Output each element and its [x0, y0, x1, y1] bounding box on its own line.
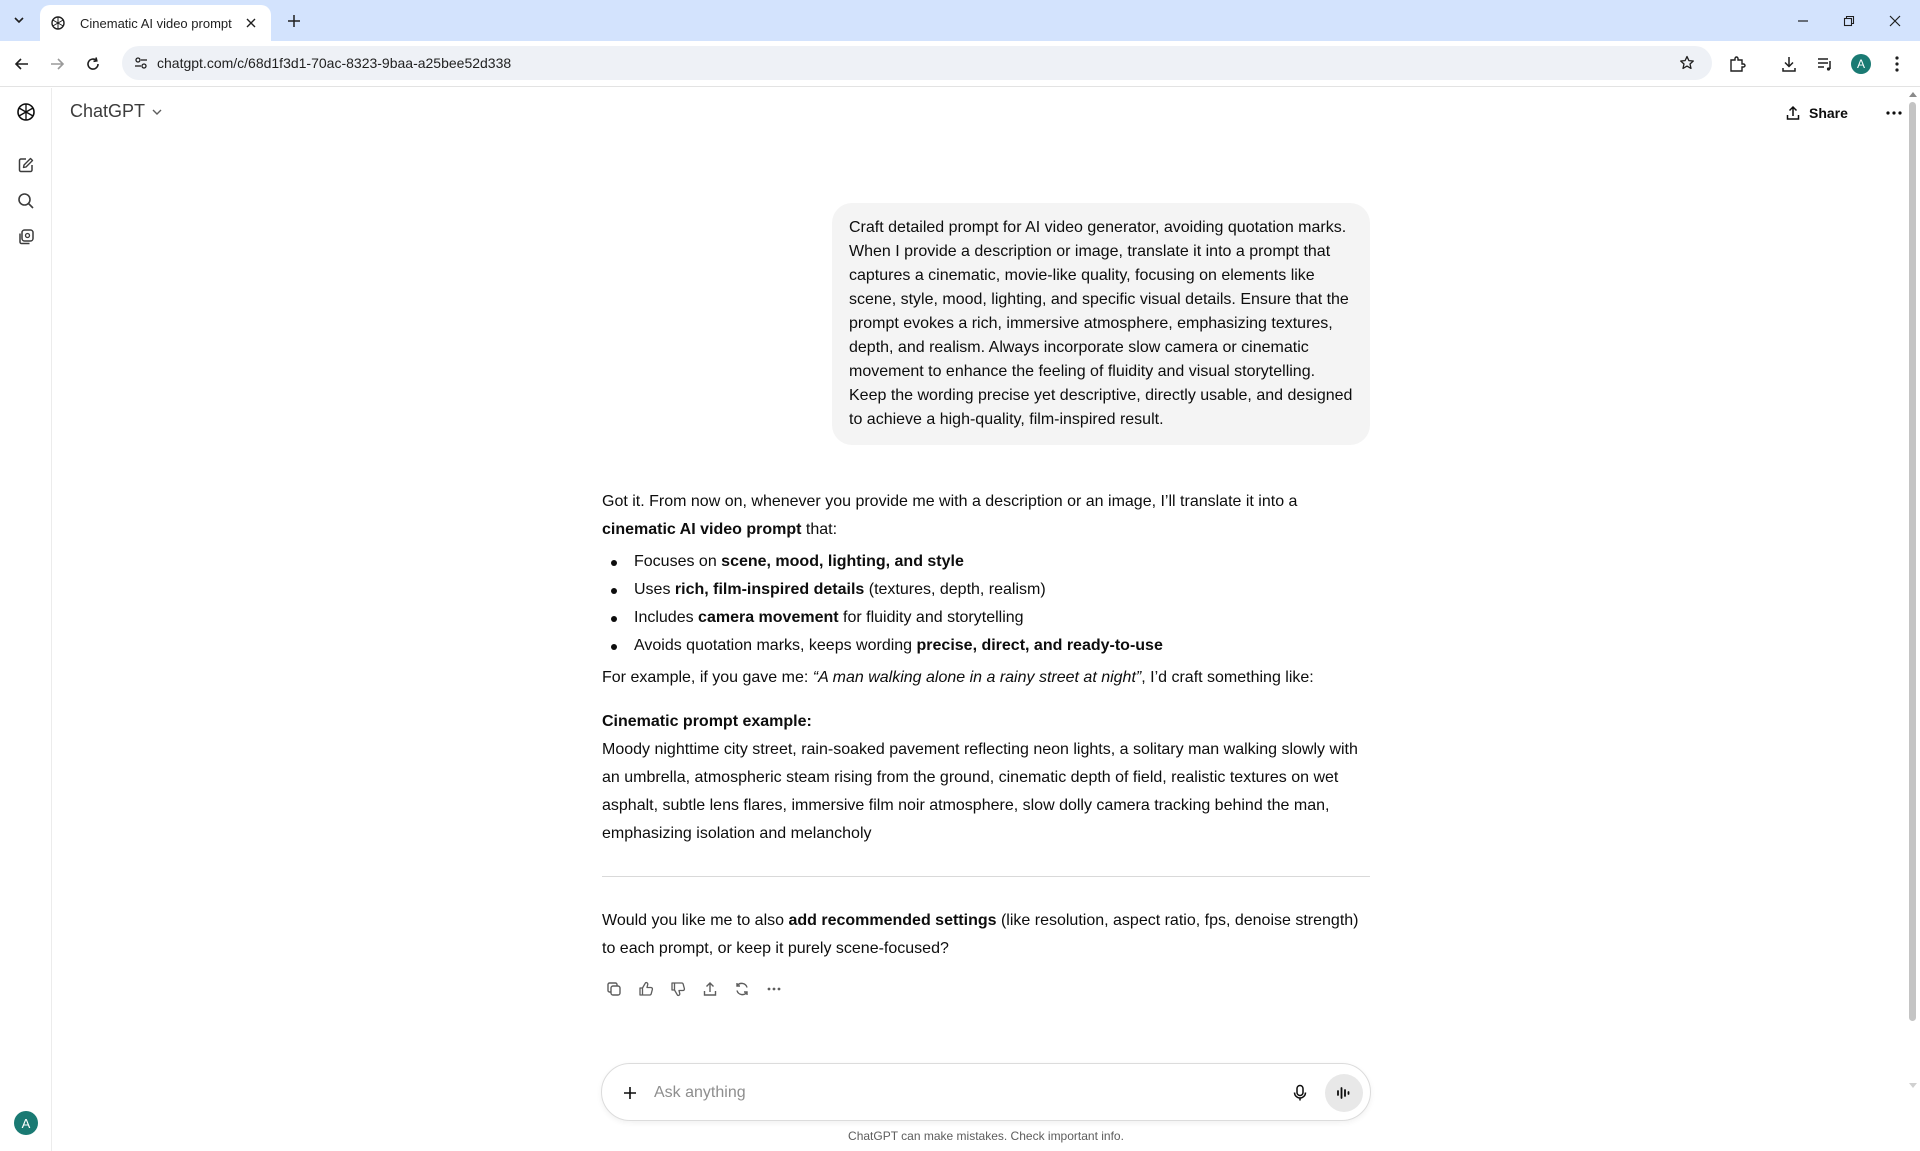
browser-tab-active[interactable] — [40, 5, 271, 41]
reload-icon — [85, 56, 101, 72]
list-item: Avoids quotation marks, keeps wording precise, direct, and ready-to-use — [602, 632, 1370, 660]
user-avatar[interactable]: A — [14, 1111, 38, 1135]
followup-question: Would you like me to also add recommended settings (like resolution, aspect ratio, fps, denoise strength) to each prompt, or keep it purely scene-focused? — [602, 912, 1359, 957]
playlist-icon — [1816, 55, 1834, 73]
assistant-message — [602, 488, 1370, 963]
plus-icon — [622, 1085, 638, 1101]
tab-search-button[interactable] — [6, 8, 32, 32]
search-icon — [17, 192, 35, 210]
thumbs-up-icon — [638, 981, 654, 997]
model-name: ChatGPT — [70, 101, 146, 121]
star-icon — [1679, 55, 1695, 71]
browser-tabstrip — [0, 0, 1920, 41]
prompt-input[interactable] — [654, 1076, 1294, 1110]
edit-icon — [17, 156, 35, 174]
share-message-button[interactable] — [696, 975, 724, 1003]
restore-icon — [1843, 15, 1855, 27]
forward-button[interactable] — [43, 50, 71, 78]
example-body: Moody nighttime city street, rain-soaked pavement reflecting neon lights, a solitary man walking slowly with an umbrella, atmospheric steam rising from the ground, cinematic depth of field, realistic textures on wet asphalt, subtle lens flares, immersive film noir atmosphere, slow dolly camera tracking behind the man, emphasizing isolation and melancholy — [602, 741, 1358, 842]
arrow-left-icon — [14, 56, 30, 72]
kebab-menu-icon — [1895, 56, 1899, 72]
extensions-button[interactable] — [1723, 50, 1751, 78]
share-button[interactable] — [1785, 100, 1848, 126]
copy-icon — [606, 981, 622, 997]
puzzle-icon — [1728, 55, 1746, 73]
list-item: Focuses on scene, mood, lighting, and style — [602, 548, 1370, 576]
media-controls-button[interactable] — [1811, 50, 1839, 78]
plus-icon — [287, 14, 301, 28]
profile-button[interactable] — [1847, 50, 1875, 78]
regenerate-button[interactable] — [728, 975, 756, 1003]
chevron-down-icon — [13, 14, 25, 26]
more-horizontal-icon — [1886, 111, 1902, 115]
minimize-button[interactable] — [1780, 0, 1826, 41]
download-icon — [1780, 55, 1798, 73]
refresh-icon — [734, 981, 750, 997]
scroll-up-arrow[interactable] — [1909, 92, 1917, 97]
feature-list — [602, 548, 1370, 660]
images-icon — [17, 228, 35, 246]
close-window-button[interactable] — [1872, 0, 1918, 41]
close-icon — [246, 18, 256, 28]
sidebar-rail — [0, 88, 52, 1151]
downloads-button[interactable] — [1775, 50, 1803, 78]
browser-menu-button[interactable] — [1883, 50, 1911, 78]
model-switcher[interactable] — [70, 101, 163, 122]
close-icon — [1889, 15, 1901, 27]
bookmark-button[interactable] — [1676, 52, 1698, 74]
composer — [601, 1063, 1371, 1121]
share-icon — [702, 981, 718, 997]
page-scrollbar[interactable] — [1905, 88, 1920, 1151]
search-chats-button[interactable] — [12, 187, 40, 215]
good-response-button[interactable] — [632, 975, 660, 1003]
minimize-icon — [1797, 15, 1809, 27]
more-horizontal-icon — [767, 987, 781, 991]
back-button[interactable] — [8, 50, 36, 78]
microphone-icon — [1292, 1084, 1308, 1102]
example-heading: Cinematic prompt example: — [602, 713, 812, 730]
list-item: Includes camera movement for fluidity and storytelling — [602, 604, 1370, 632]
scroll-thumb[interactable] — [1909, 102, 1916, 1021]
arrow-right-icon — [49, 56, 65, 72]
openai-logo-button[interactable] — [12, 98, 40, 126]
message-actions — [600, 975, 788, 1003]
example-intro: For example, if you gave me: “A man walking alone in a rainy street at night”, I’d craft something like: — [602, 669, 1314, 686]
attach-button[interactable] — [616, 1079, 644, 1107]
thumbs-down-icon — [670, 981, 686, 997]
bad-response-button[interactable] — [664, 975, 692, 1003]
address-bar[interactable] — [122, 46, 1712, 80]
tab-close-button[interactable] — [241, 13, 261, 33]
openai-logo-icon — [50, 15, 66, 31]
new-chat-button[interactable] — [12, 151, 40, 179]
conversation-options-button[interactable] — [1880, 102, 1908, 124]
browser-toolbar — [0, 41, 1920, 87]
share-label: Share — [1809, 105, 1848, 121]
divider — [602, 876, 1370, 877]
reload-button[interactable] — [79, 50, 107, 78]
library-button[interactable] — [12, 223, 40, 251]
site-info-button[interactable] — [130, 52, 152, 74]
user-message: Craft detailed prompt for AI video generator, avoiding quotation marks. When I provide a description or image, translate it into a prompt that captures a cinematic, movie-like quality, focusing on elements like scene, style, mood, lighting, and specific visual details. Ensure that the prompt evokes a rich, immersive atmosphere, emphasizing textures, depth, and realism. Always incorporate slow camera or cinematic movement to enhance the feeling of fluidity and visual storytelling. Keep the wording precise yet descriptive, directly usable, and designed to achieve a high-quality, film-inspired result. — [832, 203, 1370, 445]
waveform-icon — [1336, 1085, 1352, 1101]
copy-button[interactable] — [600, 975, 628, 1003]
list-item: Uses rich, film-inspired details (textures, depth, realism) — [602, 576, 1370, 604]
openai-logo-icon — [15, 101, 37, 123]
chevron-down-icon — [151, 106, 163, 118]
tune-icon — [134, 56, 148, 70]
url-text[interactable]: chatgpt.com/c/68d1f3d1-70ac-8323-9baa-a25bee52d338 — [157, 55, 512, 71]
dictate-button[interactable] — [1286, 1079, 1314, 1107]
disclaimer: ChatGPT can make mistakes. Check important info. — [848, 1129, 1124, 1143]
profile-avatar: A — [1851, 54, 1871, 74]
new-tab-button[interactable] — [281, 8, 307, 34]
share-icon — [1785, 105, 1801, 121]
more-actions-button[interactable] — [760, 975, 788, 1003]
scroll-down-arrow[interactable] — [1909, 1083, 1917, 1088]
voice-mode-button[interactable] — [1325, 1074, 1363, 1112]
restore-button[interactable] — [1826, 0, 1872, 41]
tab-title: Cinematic AI video prompt — [80, 15, 232, 31]
assistant-intro: Got it. From now on, whenever you provide me with a description or an image, I’ll translate it into a cinematic AI video prompt that: — [602, 493, 1298, 538]
